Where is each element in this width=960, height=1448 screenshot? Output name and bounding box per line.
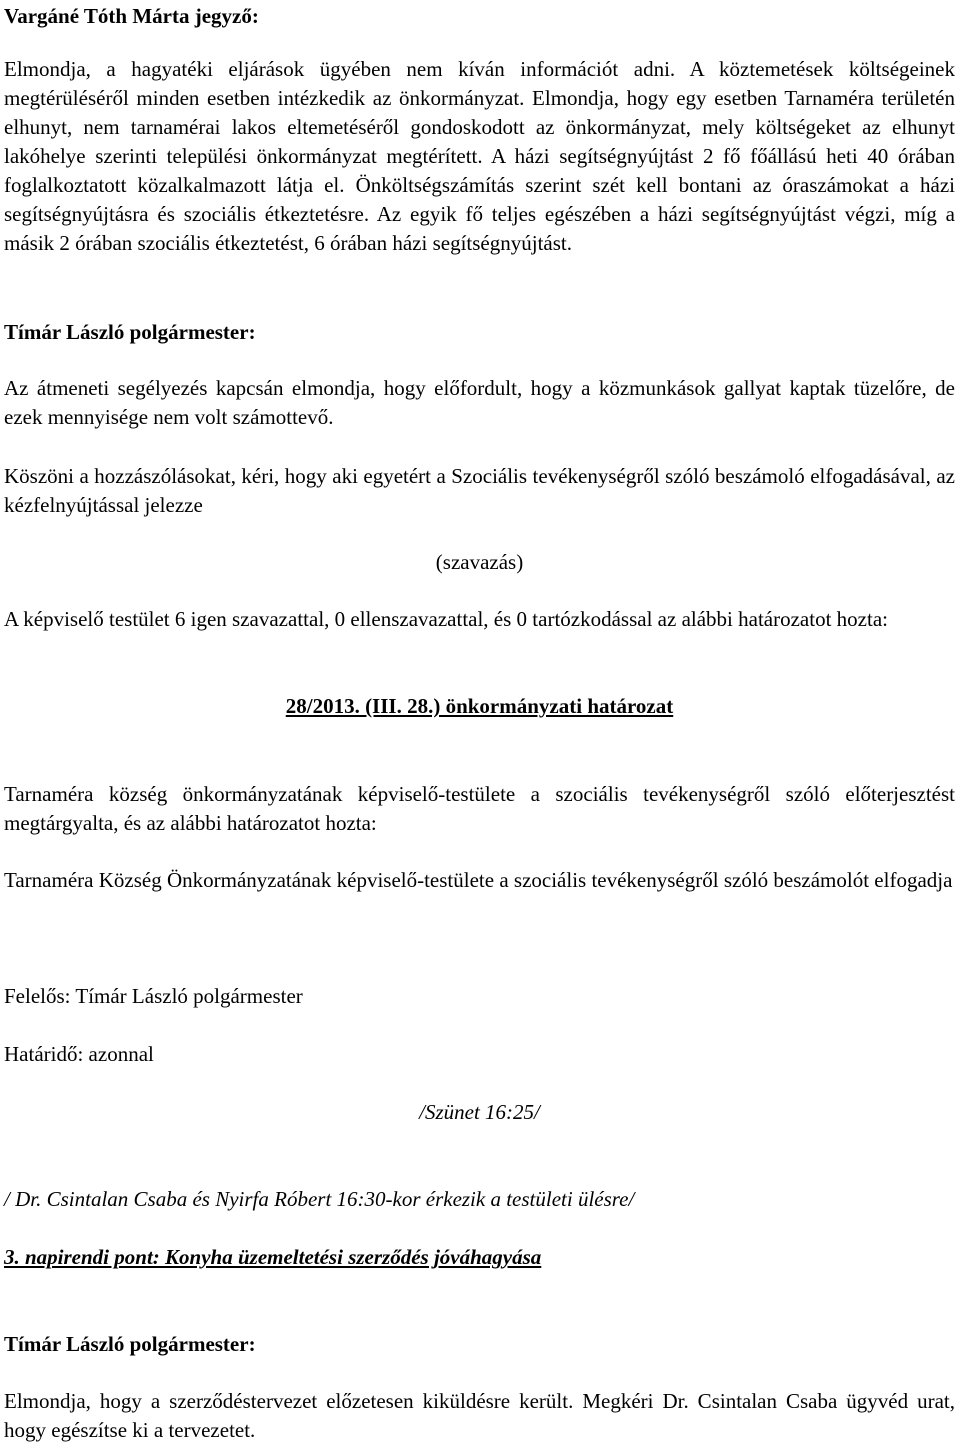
resolution-title: 28/2013. (III. 28.) önkormányzati határozat	[285, 694, 674, 718]
paragraph-contract-draft: Elmondja, hogy a szerződéstervezet előzetesen kiküldésre került. Megkéri Dr. Csintalan Csaba ügyvéd urat, hogy egészítse ki a tervezetet.	[4, 1389, 955, 1442]
agenda-item-heading: 3. napirendi pont: Konyha üzemeltetési szerződés jóváhagyása	[4, 1245, 542, 1269]
paragraph-clerk-statement: Elmondja, a hagyatéki eljárások ügyében nem kíván információt adni. A köztemetések költségeinek megtérüléséről minden esetben intézkedik az önkormányzat. Elmondja, hogy egy esetben Tarnaméra területén elhunyt, nem tarnamérai lakos eltemetéséről gondoskodott az önkormányzat, mely költségeket az elhunyt lakóhelye szerinti települési önkormányzat megtérített. A házi segítségnyújtást 2 fő főállású heti 40 órában foglalkoztatott közalkalmazott látja el. Önköltségszámítás szerint szét kell bontani az óraszámokat a házi segítségnyújtásra és szociális étkeztetésre. Az egyik fő teljes egészében a házi segítségnyújtást végzi, míg a másik 2 órában szociális étkeztetést, 6 órában házi segítségnyújtást.	[4, 57, 955, 255]
break-note: /Szünet 16:25/	[419, 1100, 540, 1124]
paragraph-vote-request: Köszöni a hozzászólásokat, kéri, hogy aki egyetért a Szociális tevékenységről szóló beszámoló elfogadásával, az kézfelnyújtással jelezze	[4, 464, 955, 517]
paragraph-vote-result: A képviselő testület 6 igen szavazattal, 0 ellenszavazattal, és 0 tartózkodással az alábbi határozatot hozta:	[4, 607, 888, 631]
responsible-person: Felelős: Tímár László polgármester	[4, 984, 303, 1008]
paragraph-resolution-decision: Tarnaméra Község Önkormányzatának képviselő-testülete a szociális tevékenységről szóló beszámolót elfogadja	[4, 868, 953, 892]
speaker-heading-clerk: Vargáné Tóth Márta jegyző:	[4, 4, 259, 28]
vote-label: (szavazás)	[435, 550, 524, 574]
arrival-note: / Dr. Csintalan Csaba és Nyirfa Róbert 16:30-kor érkezik a testületi ülésre/	[4, 1187, 635, 1211]
deadline: Határidő: azonnal	[4, 1042, 154, 1066]
speaker-heading-mayor-2: Tímár László polgármester:	[4, 1332, 256, 1356]
paragraph-resolution-intro: Tarnaméra község önkormányzatának képviselő-testülete a szociális tevékenységről szóló előterjesztést megtárgyalta, és az alábbi határozatot hozta:	[4, 782, 955, 835]
paragraph-temporary-aid: Az átmeneti segélyezés kapcsán elmondja, hogy előfordult, hogy a közmunkások gallyat kaptak tüzelőre, de ezek mennyisége nem volt számottevő.	[4, 376, 955, 429]
speaker-heading-mayor: Tímár László polgármester:	[4, 320, 256, 344]
